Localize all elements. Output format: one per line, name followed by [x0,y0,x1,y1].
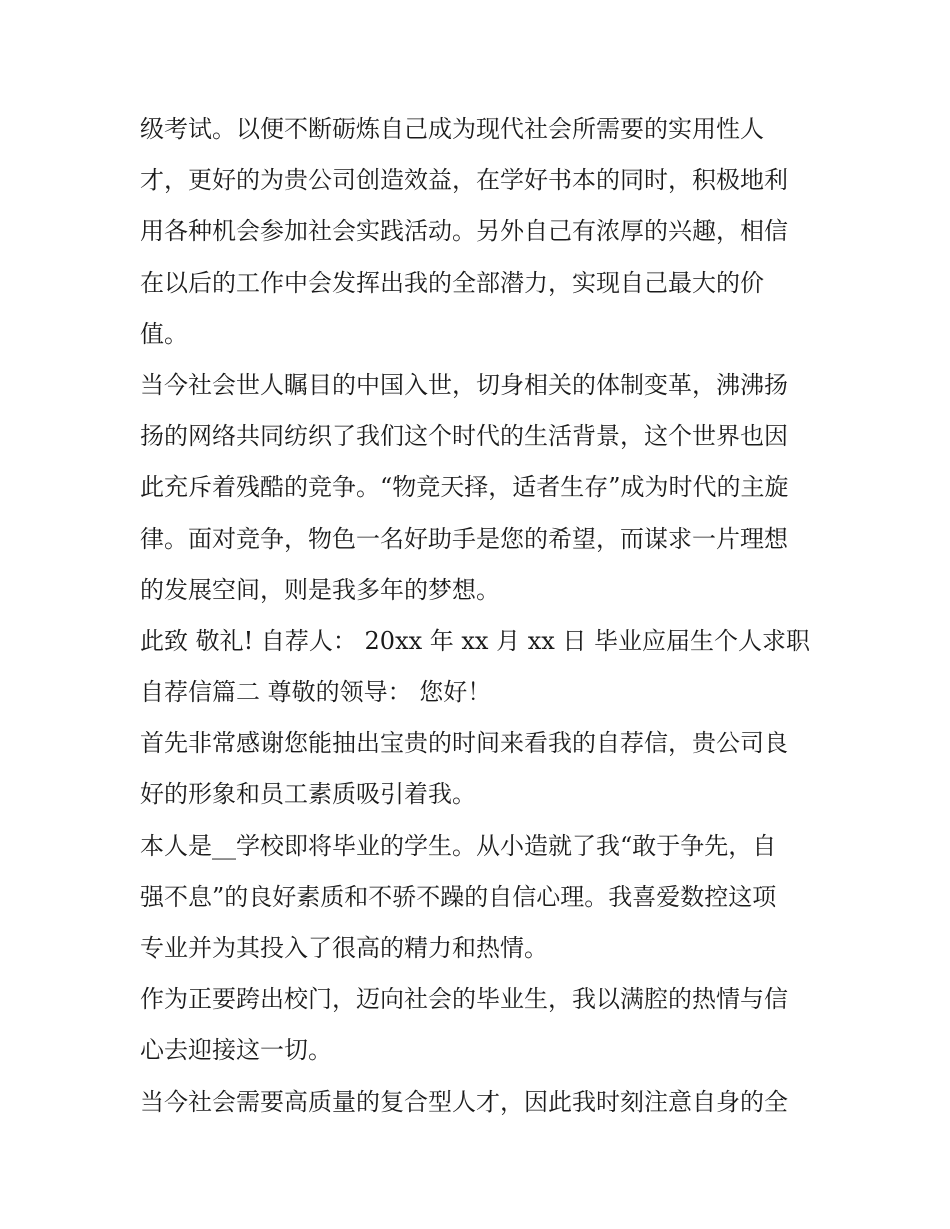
text-line: 才，更好的为贵公司创造效益，在学好书本的同时，积极地利 [140,166,788,195]
text-line: 专业并为其投入了很高的精力和热情。 [140,934,548,962]
text-line: 强不息”的良好素质和不骄不躁的自信心理。我喜爱数控这项 [140,882,777,911]
document-body [140,104,820,1128]
text-line: 好的形象和员工素质吸引着我。 [140,780,476,809]
text-line: 心去迎接这一切。 [140,1036,332,1065]
text-line: 首先非常感谢您能抽出宝贵的时间来看我的自荐信，贵公司良 [140,729,788,758]
text-line: 在以后的工作中会发挥出我的全部潜力，实现自己最大的价 [140,268,764,297]
text-line: 的发展空间，则是我多年的梦想。 [140,575,500,604]
text-line: 本人是__学校即将毕业的学生。从小造就了我“敢于争先，自 [140,831,777,860]
text-line: 自荐信篇二 尊敬的领导： 您好！ [140,678,492,707]
text-line: 当今社会世人瞩目的中国入世，切身相关的体制变革，沸沸扬 [140,370,788,399]
text-line: 扬的网络共同纺织了我们这个时代的生活背景，这个世界也因 [140,422,788,451]
text-line: 级考试。以便不断砺炼自己成为现代社会所需要的实用性人 [140,115,764,143]
text-line: 用各种机会参加社会实践活动。另外自己有浓厚的兴趣，相信 [140,217,788,246]
text-line: 此充斥着残酷的竞争。“物竞天择，适者生存”成为时代的主旋 [140,473,789,502]
text-line: 值。 [140,319,188,348]
text-line: 律。面对竞争，物色一名好助手是您的希望，而谋求一片理想 [140,524,788,553]
text-line: 当今社会需要高质量的复合型人才，因此我时刻注意自身的全 [140,1087,788,1116]
text-line: 作为正要跨出校门，迈向社会的毕业生，我以满腔的热情与信 [140,985,788,1014]
text-line: 此致 敬礼! 自荐人： 20xx 年 xx 月 xx 日 毕业应届生个人求职 [140,626,811,655]
